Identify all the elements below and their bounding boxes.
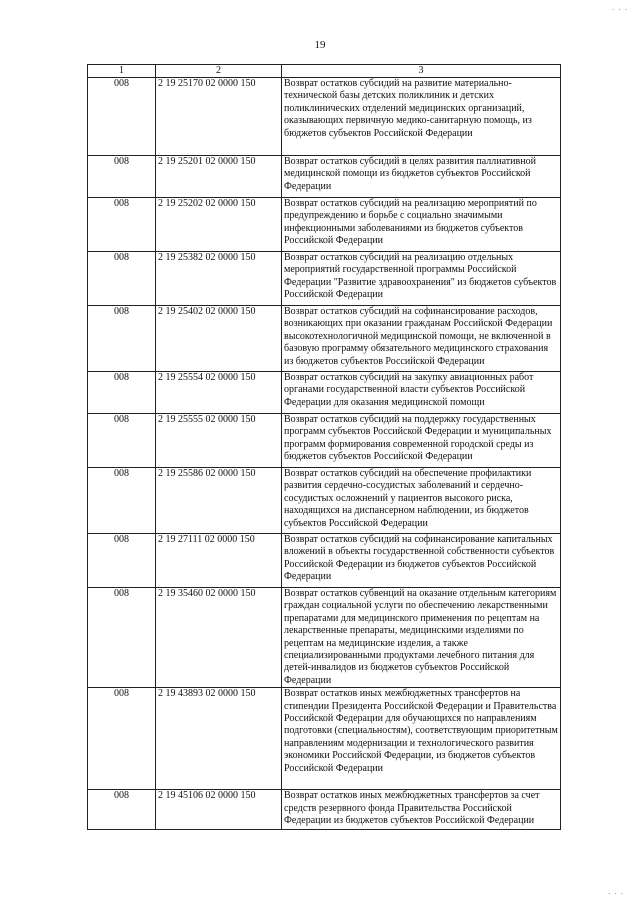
table-row <box>88 198 561 252</box>
budget-classification-code-cell: 2 19 25382 02 0000 150 <box>156 252 282 306</box>
admin-code-cell: 008 <box>88 78 156 156</box>
admin-code-cell: 008 <box>88 468 156 534</box>
budget-classification-code-cell: 2 19 25170 02 0000 150 <box>156 78 282 156</box>
table-row <box>88 252 561 306</box>
revenue-description-cell: Возврат остатков иных межбюджетных трансфертов за счет средств резервного фонда Правительства Российской Федерации из бюджетов субъектов Российской Федерации <box>282 790 561 830</box>
column-header: 1 <box>88 65 156 78</box>
revenue-description-cell: Возврат остатков субсидий на закупку авиационных работ органами государственной власти субъектов Российской Федерации для оказания медицинской помощи <box>282 372 561 414</box>
budget-codes-table <box>87 64 561 830</box>
corner-mark-top: . . . <box>612 2 629 12</box>
column-header: 2 <box>156 65 282 78</box>
table-header-row <box>88 65 561 78</box>
admin-code-cell: 008 <box>88 372 156 414</box>
admin-code-cell: 008 <box>88 534 156 588</box>
budget-classification-code-cell: 2 19 35460 02 0000 150 <box>156 588 282 688</box>
corner-mark-bottom: . . . <box>608 886 625 896</box>
budget-classification-code-cell: 2 19 25554 02 0000 150 <box>156 372 282 414</box>
revenue-description-cell: Возврат остатков субсидий на софинансирование капитальных вложений в объекты государственной собственности субъектов Российской Федерации из бюджетов субъектов Российской Федерации <box>282 534 561 588</box>
revenue-description-cell: Возврат остатков субсидий на реализацию мероприятий по предупреждению и борьбе с социально значимыми инфекционными заболеваниями из бюджетов субъектов Российской Федерации <box>282 198 561 252</box>
budget-classification-code-cell: 2 19 25201 02 0000 150 <box>156 156 282 198</box>
admin-code-cell: 008 <box>88 790 156 830</box>
budget-classification-code-cell: 2 19 27111 02 0000 150 <box>156 534 282 588</box>
budget-classification-code-cell: 2 19 25586 02 0000 150 <box>156 468 282 534</box>
budget-classification-code-cell: 2 19 43893 02 0000 150 <box>156 688 282 790</box>
budget-classification-code-cell: 2 19 25202 02 0000 150 <box>156 198 282 252</box>
revenue-description-cell: Возврат остатков субсидий на реализацию отдельных мероприятий государственной программы Российской Федерации "Развитие здравоохранения" из бюджетов субъектов Российской Федерации <box>282 252 561 306</box>
table-row <box>88 414 561 468</box>
budget-classification-code-cell: 2 19 45106 02 0000 150 <box>156 790 282 830</box>
budget-classification-code-cell: 2 19 25555 02 0000 150 <box>156 414 282 468</box>
table-row <box>88 372 561 414</box>
admin-code-cell: 008 <box>88 156 156 198</box>
revenue-description-cell: Возврат остатков субсидий на софинансирование расходов, возникающих при оказании гражданам Российской Федерации высокотехнологичной медицинской помощи, не включенной в базовую программу обязательного медицинского страхования из бюджетов субъектов Российской Федерации <box>282 306 561 372</box>
table-body <box>88 78 561 830</box>
table-row <box>88 790 561 830</box>
admin-code-cell: 008 <box>88 588 156 688</box>
column-header: 3 <box>282 65 561 78</box>
revenue-description-cell: Возврат остатков субсидий на развитие материально-технической базы детских поликлиник и детских поликлинических отделений медицинских организаций, оказывающих первичную медико-санитарную помощь, из бюджетов субъектов Российской Федерации <box>282 78 561 156</box>
table-row <box>88 468 561 534</box>
table-row <box>88 156 561 198</box>
page-number: 19 <box>314 39 326 51</box>
admin-code-cell: 008 <box>88 414 156 468</box>
revenue-description-cell: Возврат остатков субвенций на оказание отдельным категориям граждан социальной услуги по обеспечению лекарственными препаратами для медицинского применения по рецептам на лекарственные препараты, медицинскими изделиями по рецептам на медицинские изделия, а также специализированными продуктами лечебного питания для детей-инвалидов из бюджетов субъектов Российской Федерации <box>282 588 561 688</box>
revenue-description-cell: Возврат остатков иных межбюджетных трансфертов на стипендии Президента Российской Федерации и Правительства Российской Федерации для обучающихся по направлениям подготовки (специальностям), соответствующим приоритетным направлениям модернизации и технологического развития экономики Российской Федерации, из бюджетов субъектов Российской Федерации <box>282 688 561 790</box>
admin-code-cell: 008 <box>88 252 156 306</box>
revenue-description-cell: Возврат остатков субсидий в целях развития паллиативной медицинской помощи из бюджетов субъектов Российской Федерации <box>282 156 561 198</box>
revenue-description-cell: Возврат остатков субсидий на поддержку государственных программ субъектов Российской Федерации и муниципальных программ формирования современной городской среды из бюджетов субъектов Российской Федерации <box>282 414 561 468</box>
table-row <box>88 78 561 156</box>
table-row <box>88 534 561 588</box>
admin-code-cell: 008 <box>88 198 156 252</box>
table-row <box>88 306 561 372</box>
table-row <box>88 688 561 790</box>
budget-classification-code-cell: 2 19 25402 02 0000 150 <box>156 306 282 372</box>
admin-code-cell: 008 <box>88 688 156 790</box>
admin-code-cell: 008 <box>88 306 156 372</box>
table-row <box>88 588 561 688</box>
revenue-description-cell: Возврат остатков субсидий на обеспечение профилактики развития сердечно-сосудистых заболеваний и сердечно-сосудистых осложнений у пациентов высокого риска, находящихся на диспансерном наблюдении, из бюджетов субъектов Российской Федерации <box>282 468 561 534</box>
